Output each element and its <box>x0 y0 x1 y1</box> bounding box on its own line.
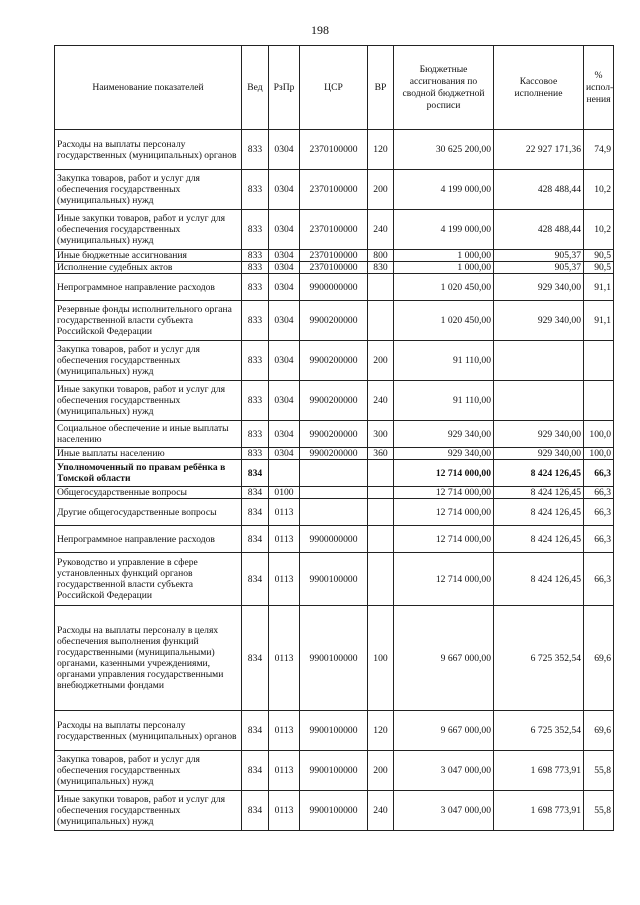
table-row <box>55 130 614 170</box>
cell-pct: 66,3 <box>584 487 614 499</box>
cell-vr: 240 <box>368 381 394 421</box>
cell-rzpr: 0100 <box>269 487 300 499</box>
cell-pct: 91,1 <box>584 274 614 301</box>
cell-rzpr: 0304 <box>269 448 300 460</box>
cell-csr: 9900200000 <box>300 301 368 341</box>
cell-csr: 2370100000 <box>300 170 368 210</box>
cell-budget: 1 000,00 <box>394 250 494 262</box>
cell-budget: 1 020 450,00 <box>394 274 494 301</box>
table-row <box>55 487 614 499</box>
cell-pct: 55,8 <box>584 791 614 831</box>
col-header-name: Наименование показателей <box>55 46 242 130</box>
cell-name: Расходы на выплаты персоналу в целях обеспечения выполнения функций государственными (муниципальными) органами, казенными учреждениями, органами управления государственными внебюджетными фондами <box>55 606 242 711</box>
cell-rzpr: 0304 <box>269 170 300 210</box>
cell-cash: 905,37 <box>494 262 584 274</box>
cell-cash: 6 725 352,54 <box>494 606 584 711</box>
cell-vr: 100 <box>368 606 394 711</box>
cell-name: Непрограммное направление расходов <box>55 526 242 553</box>
cell-ved: 833 <box>242 262 269 274</box>
cell-budget: 91 110,00 <box>394 381 494 421</box>
cell-csr: 9900100000 <box>300 751 368 791</box>
cell-cash: 428 488,44 <box>494 210 584 250</box>
cell-ved: 833 <box>242 250 269 262</box>
cell-vr: 240 <box>368 210 394 250</box>
table-row <box>55 460 614 487</box>
cell-cash <box>494 341 584 381</box>
cell-ved: 834 <box>242 487 269 499</box>
cell-csr <box>300 499 368 526</box>
cell-name: Расходы на выплаты персоналу государственных (муниципальных) органов <box>55 130 242 170</box>
cell-budget: 1 000,00 <box>394 262 494 274</box>
cell-budget: 9 667 000,00 <box>394 711 494 751</box>
cell-ved: 833 <box>242 341 269 381</box>
col-header-pct: % испол-нения <box>584 46 614 130</box>
cell-ved: 833 <box>242 210 269 250</box>
cell-budget: 12 714 000,00 <box>394 526 494 553</box>
cell-ved: 834 <box>242 526 269 553</box>
cell-cash: 8 424 126,45 <box>494 487 584 499</box>
cell-rzpr: 0113 <box>269 606 300 711</box>
cell-name: Резервные фонды исполнительного органа государственной власти субъекта Российской Федерации <box>55 301 242 341</box>
cell-vr: 200 <box>368 751 394 791</box>
cell-cash: 8 424 126,45 <box>494 526 584 553</box>
cell-ved: 833 <box>242 274 269 301</box>
col-header-csr: ЦСР <box>300 46 368 130</box>
cell-csr: 9900200000 <box>300 448 368 460</box>
budget-table <box>54 45 614 831</box>
cell-budget: 12 714 000,00 <box>394 553 494 606</box>
cell-ved: 833 <box>242 421 269 448</box>
cell-rzpr: 0304 <box>269 250 300 262</box>
cell-budget: 3 047 000,00 <box>394 791 494 831</box>
cell-rzpr: 0113 <box>269 751 300 791</box>
table-row <box>55 250 614 262</box>
cell-ved: 834 <box>242 751 269 791</box>
table-row <box>55 606 614 711</box>
cell-rzpr: 0304 <box>269 421 300 448</box>
cell-budget: 9 667 000,00 <box>394 606 494 711</box>
cell-pct: 55,8 <box>584 751 614 791</box>
cell-pct <box>584 341 614 381</box>
cell-name: Иные выплаты населению <box>55 448 242 460</box>
cell-rzpr: 0304 <box>269 262 300 274</box>
cell-rzpr: 0304 <box>269 381 300 421</box>
cell-vr <box>368 553 394 606</box>
cell-pct <box>584 381 614 421</box>
cell-csr: 9900100000 <box>300 791 368 831</box>
cell-pct: 66,3 <box>584 526 614 553</box>
cell-ved: 833 <box>242 130 269 170</box>
table-row <box>55 381 614 421</box>
cell-pct: 74,9 <box>584 130 614 170</box>
cell-csr: 9900200000 <box>300 341 368 381</box>
cell-rzpr: 0304 <box>269 210 300 250</box>
cell-pct: 66,3 <box>584 460 614 487</box>
cell-pct: 100,0 <box>584 448 614 460</box>
cell-pct: 66,3 <box>584 499 614 526</box>
col-header-vr: ВР <box>368 46 394 130</box>
col-header-budget: Бюджетные ассигнования по сводной бюджетной росписи <box>394 46 494 130</box>
cell-rzpr: 0113 <box>269 791 300 831</box>
cell-pct: 100,0 <box>584 421 614 448</box>
cell-vr <box>368 526 394 553</box>
cell-vr: 120 <box>368 130 394 170</box>
table-row <box>55 274 614 301</box>
cell-budget: 3 047 000,00 <box>394 751 494 791</box>
table-row <box>55 499 614 526</box>
cell-name: Иные бюджетные ассигнования <box>55 250 242 262</box>
cell-csr: 2370100000 <box>300 262 368 274</box>
cell-csr: 9900000000 <box>300 526 368 553</box>
cell-ved: 834 <box>242 791 269 831</box>
table-row <box>55 301 614 341</box>
cell-csr: 2370100000 <box>300 130 368 170</box>
cell-rzpr: 0113 <box>269 499 300 526</box>
cell-vr: 200 <box>368 341 394 381</box>
cell-vr <box>368 487 394 499</box>
table-header-row <box>55 46 614 130</box>
cell-name: Расходы на выплаты персоналу государственных (муниципальных) органов <box>55 711 242 751</box>
cell-cash: 6 725 352,54 <box>494 711 584 751</box>
cell-name: Иные закупки товаров, работ и услуг для обеспечения государственных (муниципальных) нужд <box>55 791 242 831</box>
cell-vr: 120 <box>368 711 394 751</box>
cell-cash: 8 424 126,45 <box>494 460 584 487</box>
col-header-ved: Вед <box>242 46 269 130</box>
cell-vr: 240 <box>368 791 394 831</box>
cell-vr <box>368 460 394 487</box>
cell-cash: 8 424 126,45 <box>494 499 584 526</box>
cell-name: Общегосударственные вопросы <box>55 487 242 499</box>
table-row <box>55 791 614 831</box>
cell-pct: 10,2 <box>584 170 614 210</box>
cell-budget: 12 714 000,00 <box>394 460 494 487</box>
cell-csr: 9900100000 <box>300 553 368 606</box>
table-row <box>55 711 614 751</box>
cell-name: Закупка товаров, работ и услуг для обеспечения государственных (муниципальных) нужд <box>55 170 242 210</box>
cell-csr <box>300 460 368 487</box>
cell-vr: 800 <box>368 250 394 262</box>
cell-budget: 1 020 450,00 <box>394 301 494 341</box>
cell-name: Закупка товаров, работ и услуг для обеспечения государственных (муниципальных) нужд <box>55 341 242 381</box>
cell-pct: 69,6 <box>584 711 614 751</box>
cell-cash: 22 927 171,36 <box>494 130 584 170</box>
cell-cash <box>494 381 584 421</box>
cell-cash: 8 424 126,45 <box>494 553 584 606</box>
cell-rzpr: 0113 <box>269 526 300 553</box>
cell-csr: 2370100000 <box>300 250 368 262</box>
cell-ved: 833 <box>242 448 269 460</box>
cell-name: Другие общегосударственные вопросы <box>55 499 242 526</box>
cell-csr: 9900100000 <box>300 606 368 711</box>
table-row <box>55 751 614 791</box>
cell-rzpr: 0113 <box>269 711 300 751</box>
cell-budget: 12 714 000,00 <box>394 499 494 526</box>
cell-vr <box>368 301 394 341</box>
cell-name: Исполнение судебных актов <box>55 262 242 274</box>
table-row <box>55 526 614 553</box>
cell-budget: 4 199 000,00 <box>394 170 494 210</box>
cell-budget: 929 340,00 <box>394 421 494 448</box>
cell-name: Иные закупки товаров, работ и услуг для обеспечения государственных (муниципальных) нужд <box>55 381 242 421</box>
cell-csr: 9900200000 <box>300 381 368 421</box>
cell-vr: 360 <box>368 448 394 460</box>
cell-budget: 929 340,00 <box>394 448 494 460</box>
cell-pct: 69,6 <box>584 606 614 711</box>
table-row <box>55 448 614 460</box>
cell-csr: 2370100000 <box>300 210 368 250</box>
cell-vr <box>368 499 394 526</box>
page-number: 198 <box>311 23 329 37</box>
cell-csr: 9900200000 <box>300 421 368 448</box>
cell-rzpr: 0304 <box>269 341 300 381</box>
cell-ved: 834 <box>242 460 269 487</box>
cell-rzpr: 0113 <box>269 553 300 606</box>
cell-name: Закупка товаров, работ и услуг для обеспечения государственных (муниципальных) нужд <box>55 751 242 791</box>
cell-vr: 830 <box>368 262 394 274</box>
cell-cash: 929 340,00 <box>494 301 584 341</box>
cell-name: Социальное обеспечение и иные выплаты населению <box>55 421 242 448</box>
cell-budget: 4 199 000,00 <box>394 210 494 250</box>
cell-vr: 300 <box>368 421 394 448</box>
cell-budget: 30 625 200,00 <box>394 130 494 170</box>
cell-pct: 66,3 <box>584 553 614 606</box>
cell-budget: 12 714 000,00 <box>394 487 494 499</box>
table-row <box>55 553 614 606</box>
cell-rzpr: 0304 <box>269 274 300 301</box>
cell-name: Руководство и управление в сфере установленных функций органов государственной власти субъекта Российской Федерации <box>55 553 242 606</box>
cell-pct: 90,5 <box>584 262 614 274</box>
cell-cash: 428 488,44 <box>494 170 584 210</box>
cell-rzpr: 0304 <box>269 301 300 341</box>
cell-rzpr: 0304 <box>269 130 300 170</box>
table-row <box>55 341 614 381</box>
cell-cash: 1 698 773,91 <box>494 791 584 831</box>
col-header-rzpr: РзПр <box>269 46 300 130</box>
cell-ved: 833 <box>242 381 269 421</box>
cell-ved: 834 <box>242 553 269 606</box>
col-header-cash: Кассовое исполнение <box>494 46 584 130</box>
cell-ved: 834 <box>242 606 269 711</box>
cell-name: Иные закупки товаров, работ и услуг для обеспечения государственных (муниципальных) нужд <box>55 210 242 250</box>
cell-cash: 905,37 <box>494 250 584 262</box>
cell-vr: 200 <box>368 170 394 210</box>
cell-rzpr <box>269 460 300 487</box>
cell-cash: 1 698 773,91 <box>494 751 584 791</box>
cell-ved: 833 <box>242 301 269 341</box>
cell-cash: 929 340,00 <box>494 421 584 448</box>
cell-name: Уполномоченный по правам ребёнка в Томской области <box>55 460 242 487</box>
cell-pct: 10,2 <box>584 210 614 250</box>
cell-cash: 929 340,00 <box>494 448 584 460</box>
cell-name: Непрограммное направление расходов <box>55 274 242 301</box>
cell-ved: 834 <box>242 711 269 751</box>
table-row <box>55 262 614 274</box>
cell-csr: 9900100000 <box>300 711 368 751</box>
cell-pct: 91,1 <box>584 301 614 341</box>
table-row <box>55 170 614 210</box>
cell-pct: 90,5 <box>584 250 614 262</box>
cell-ved: 834 <box>242 499 269 526</box>
cell-vr <box>368 274 394 301</box>
cell-csr <box>300 487 368 499</box>
cell-csr: 9900000000 <box>300 274 368 301</box>
cell-ved: 833 <box>242 170 269 210</box>
cell-budget: 91 110,00 <box>394 341 494 381</box>
table-row <box>55 210 614 250</box>
cell-cash: 929 340,00 <box>494 274 584 301</box>
table-row <box>55 421 614 448</box>
